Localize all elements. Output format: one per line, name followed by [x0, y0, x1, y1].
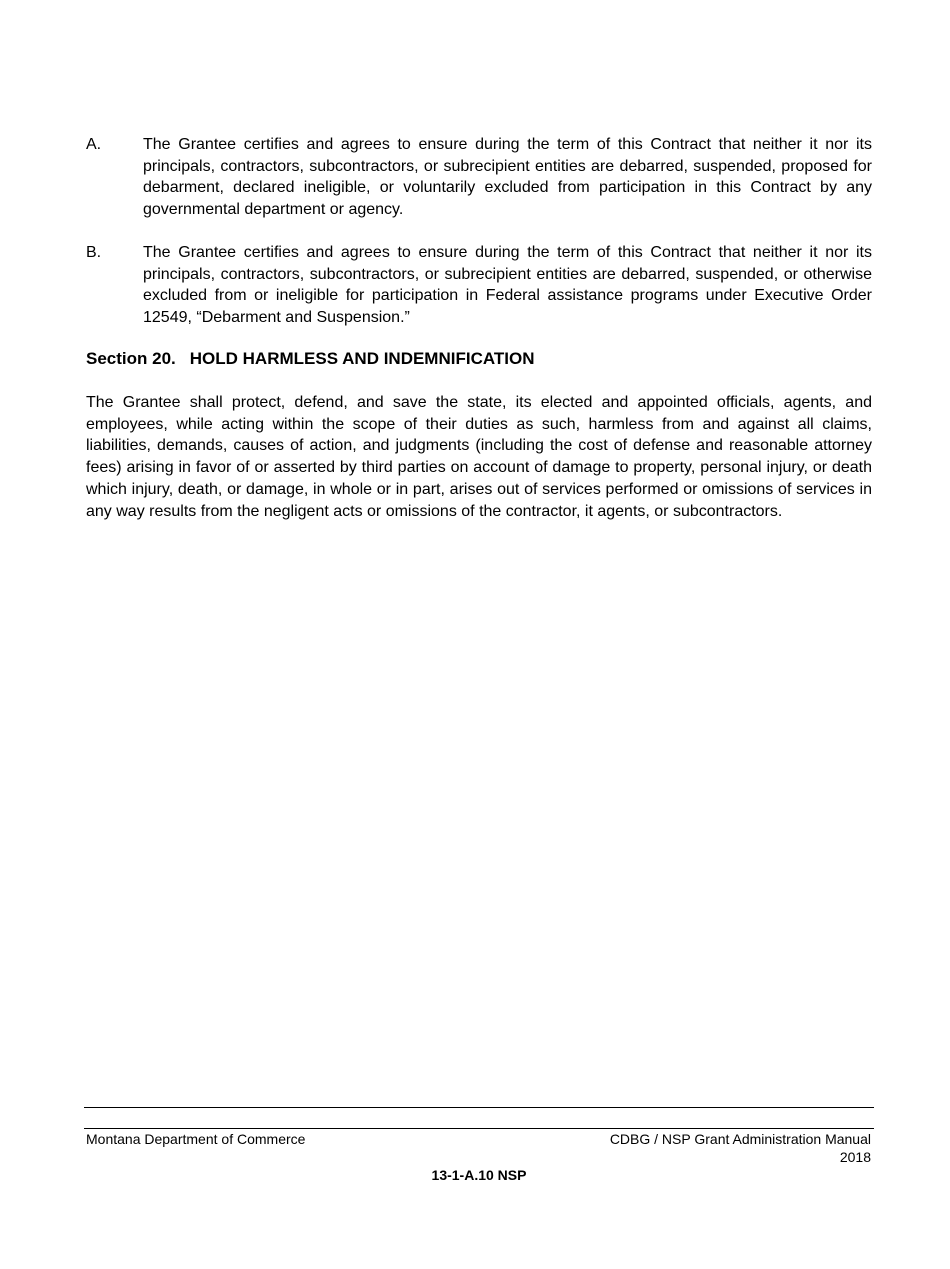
section-heading — [86, 348, 872, 370]
section-paragraph: The Grantee shall protect, defend, and save the state, its elected and appointed officials, agents, and employees, while acting within the scope of their duties as such, harmless from and against all claims, liabilities, demands, causes of action, and judgments (including the cost of defense and reasonable attorney fees) arising in favor of or asserted by third parties on account of damage to property, personal injury, or death which injury, death, or damage, in whole or in part, arises out of services performed or omissions of services in any way results from the negligent acts or omissions of the contractor, it agents, or subcontractors. — [86, 394, 872, 520]
footer-manual-title — [610, 1130, 871, 1166]
list-item-label: A. — [86, 136, 102, 153]
footer-manual-year: 2018 — [839, 1149, 871, 1165]
footer-manual-name: CDBG / NSP Grant Administration Manual — [609, 1131, 871, 1147]
list-item-text: The Grantee certifies and agrees to ensure during the term of this Contract that neither it nor its principals, contractors, subcontractors, or subrecipient entities are debarred, suspended, proposed for debarment, declared ineligible, or voluntarily excluded from participation in this Contract by any governmental department or agency. — [143, 136, 872, 219]
list-item-b — [86, 242, 872, 329]
list-item-a — [86, 134, 872, 221]
section-title: HOLD HARMLESS AND INDEMNIFICATION — [189, 349, 535, 368]
list-item-text: The Grantee certifies and agrees to ensure during the term of this Contract that neither it nor its principals, contractors, subcontractors, or subrecipient entities are debarred, suspended, or otherwise excluded from or ineligible for participation in Federal assistance programs under Executive Order 12549, “Debarment and Suspension.” — [143, 244, 872, 327]
footer-divider-bottom — [84, 1128, 874, 1129]
footer-page-number: 13-1-A.10 NSP — [431, 1167, 527, 1183]
section-number: Section 20. — [86, 349, 176, 368]
footer-organization: Montana Department of Commerce — [86, 1131, 306, 1147]
footer-divider-top — [84, 1107, 874, 1108]
list-item-label: B. — [86, 244, 102, 261]
